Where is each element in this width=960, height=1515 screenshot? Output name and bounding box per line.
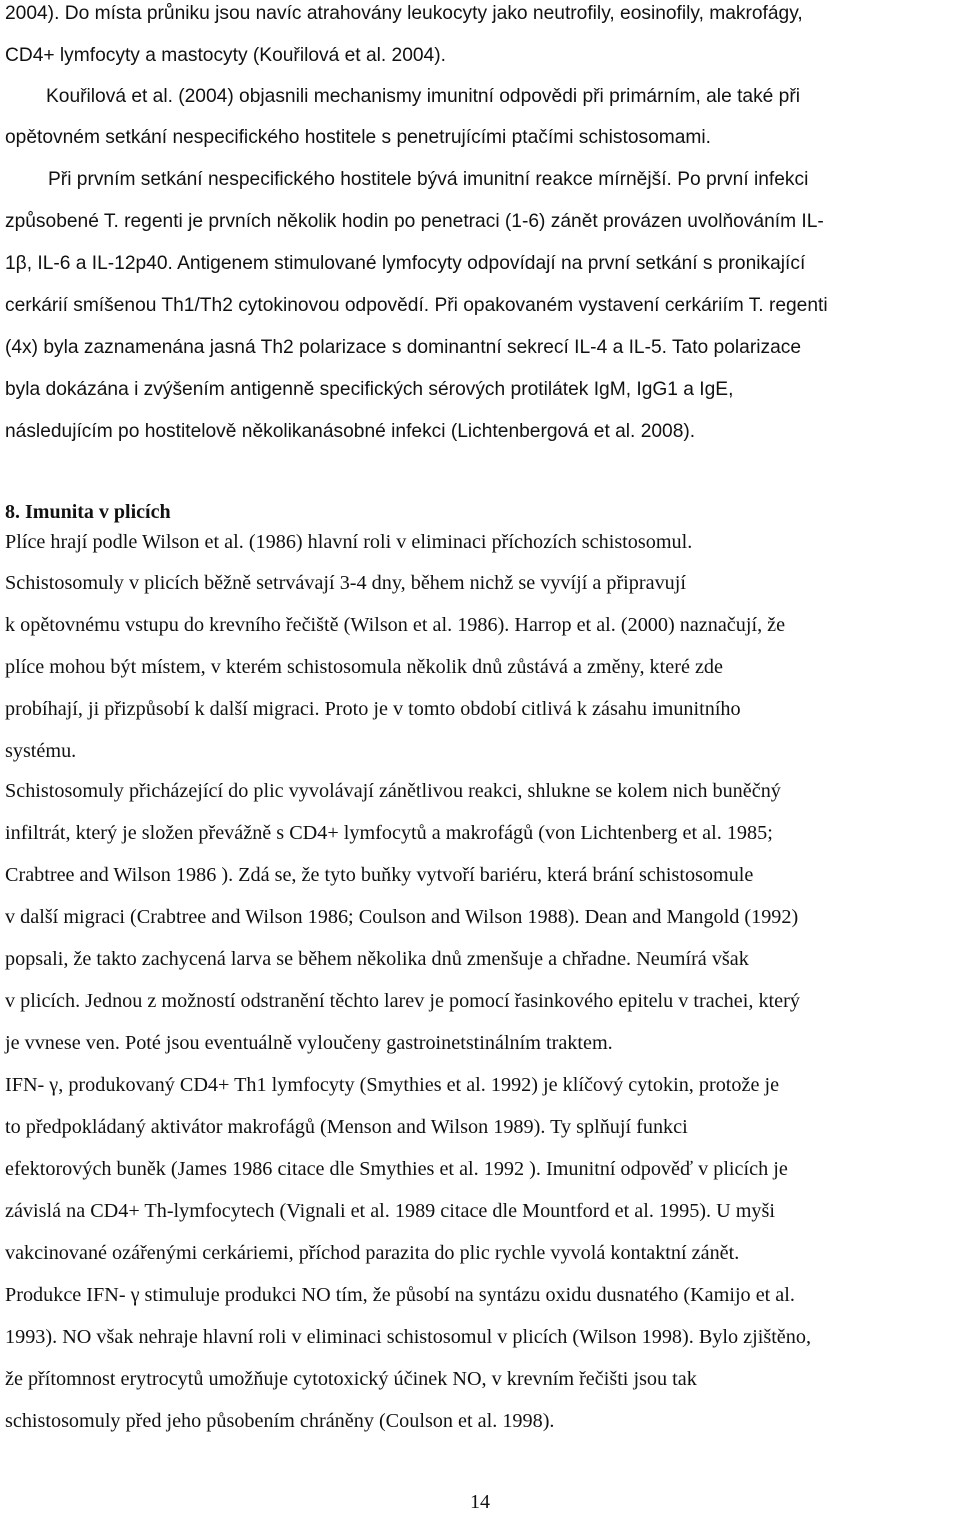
text-line: CD4+ lymfocyty a mastocyty (Kouřilová et al. 2004). — [5, 45, 446, 66]
text-line: závislá na CD4+ Th-lymfocytech (Vignali et al. 1989 citace dle Mountford et al. 1995). U myši — [5, 1200, 775, 1222]
text-line: vakcinované ozářenými cerkáriemi, příchod parazita do plic rychle vyvolá kontaktní zánět. — [5, 1242, 740, 1264]
text-line: způsobené T. regenti je prvních několik hodin po penetraci (1-6) zánět provázen uvolňováním IL- — [5, 211, 824, 232]
text-line: Produkce IFN- γ stimuluje produkci NO tím, že působí na syntázu oxidu dusnatého (Kamijo et al. — [5, 1284, 795, 1306]
text-line: infiltrát, který je složen převážně s CD4+ lymfocytů a makrofágů (von Lichtenberg et al. 1985; — [5, 822, 773, 844]
text-line: 1β, IL-6 a IL-12p40. Antigenem stimulované lymfocyty odpovídají na první setkání s pronikající — [5, 253, 806, 274]
text-line: v plicích. Jednou z možností odstranění těchto larev je pomocí řasinkového epitelu v trachei, který — [5, 990, 800, 1012]
text-line: Schistosomuly přicházející do plic vyvolávají zánětlivou reakci, shlukne se kolem nich buněčný — [5, 780, 781, 802]
text-line: Crabtree and Wilson 1986 ). Zdá se, že tyto buňky vytvoří bariéru, která brání schistosomule — [5, 864, 754, 886]
text-line: popsali, že takto zachycená larva se během několika dnů zmenšuje a chřadne. Neumírá však — [5, 948, 749, 970]
section-heading: 8. Imunita v plicích — [5, 501, 171, 523]
text-line: že přítomnost erytrocytů umožňuje cytotoxický účinek NO, v krevním řečišti jsou tak — [5, 1368, 697, 1390]
text-line: následujícím po hostitelově několikanásobné infekci (Lichtenbergová et al. 2008). — [5, 421, 696, 442]
text-line: je vvnese ven. Poté jsou eventuálně vyloučeny gastroinetstinálním traktem. — [5, 1032, 613, 1054]
text-line: systému. — [5, 740, 77, 762]
text-line: Plíce hrají podle Wilson et al. (1986) hlavní roli v eliminaci příchozích schistosomul. — [5, 531, 693, 553]
text-line: plíce mohou být místem, v kterém schistosomula několik dnů zůstává a změny, které zde — [5, 656, 723, 678]
text-line: Při prvním setkání nespecifického hostitele bývá imunitní reakce mírnější. Po první infekci — [48, 169, 809, 190]
text-line: to předpokládaný aktivátor makrofágů (Menson and Wilson 1989). Ty splňují funkci — [5, 1116, 688, 1138]
text-line: efektorových buněk (James 1986 citace dle Smythies et al. 1992 ). Imunitní odpověď v plicích je — [5, 1158, 788, 1180]
text-line: probíhají, ji přizpůsobí k další migraci. Proto je v tomto období citlivá k zásahu imunitního — [5, 698, 741, 720]
text-line: cerkárií smíšenou Th1/Th2 cytokinovou odpovědí. Při opakovaném vystavení cerkáriím T. regenti — [5, 295, 828, 316]
text-line: Schistosomuly v plicích běžně setrvávají 3-4 dny, během nichž se vyvíjí a připravují — [5, 572, 686, 594]
text-line: v další migraci (Crabtree and Wilson 1986; Coulson and Wilson 1988). Dean and Mangold (1992) — [5, 906, 799, 928]
text-line: 1993). NO však nehraje hlavní roli v eliminaci schistosomul v plicích (Wilson 1998). Bylo zjištěno, — [5, 1326, 811, 1348]
text-line: opětovném setkání nespecifického hostitele s penetrujícími ptačími schistosomami. — [5, 127, 712, 148]
text-line: IFN- γ, produkovaný CD4+ Th1 lymfocyty (Smythies et al. 1992) je klíčový cytokin, protože je — [5, 1074, 780, 1096]
text-line: schistosomuly před jeho působením chráněny (Coulson et al. 1998). — [5, 1410, 555, 1432]
text-line: 2004). Do místa průniku jsou navíc atrahovány leukocyty jako neutrofily, eosinofily, makrofágy, — [5, 3, 803, 24]
page-number: 14 — [470, 1491, 490, 1513]
text-line: Kouřilová et al. (2004) objasnili mechanismy imunitní odpovědi při primárním, ale také při — [46, 86, 800, 107]
text-line: (4x) byla zaznamenána jasná Th2 polarizace s dominantní sekrecí IL-4 a IL-5. Tato polarizace — [5, 337, 802, 358]
text-line: k opětovnému vstupu do krevního řečiště (Wilson et al. 1986). Harrop et al. (2000) naznačují, že — [5, 614, 786, 636]
text-line: byla dokázána i zvýšením antigenně specifických sérových protilátek IgM, IgG1 a IgE, — [5, 379, 734, 400]
